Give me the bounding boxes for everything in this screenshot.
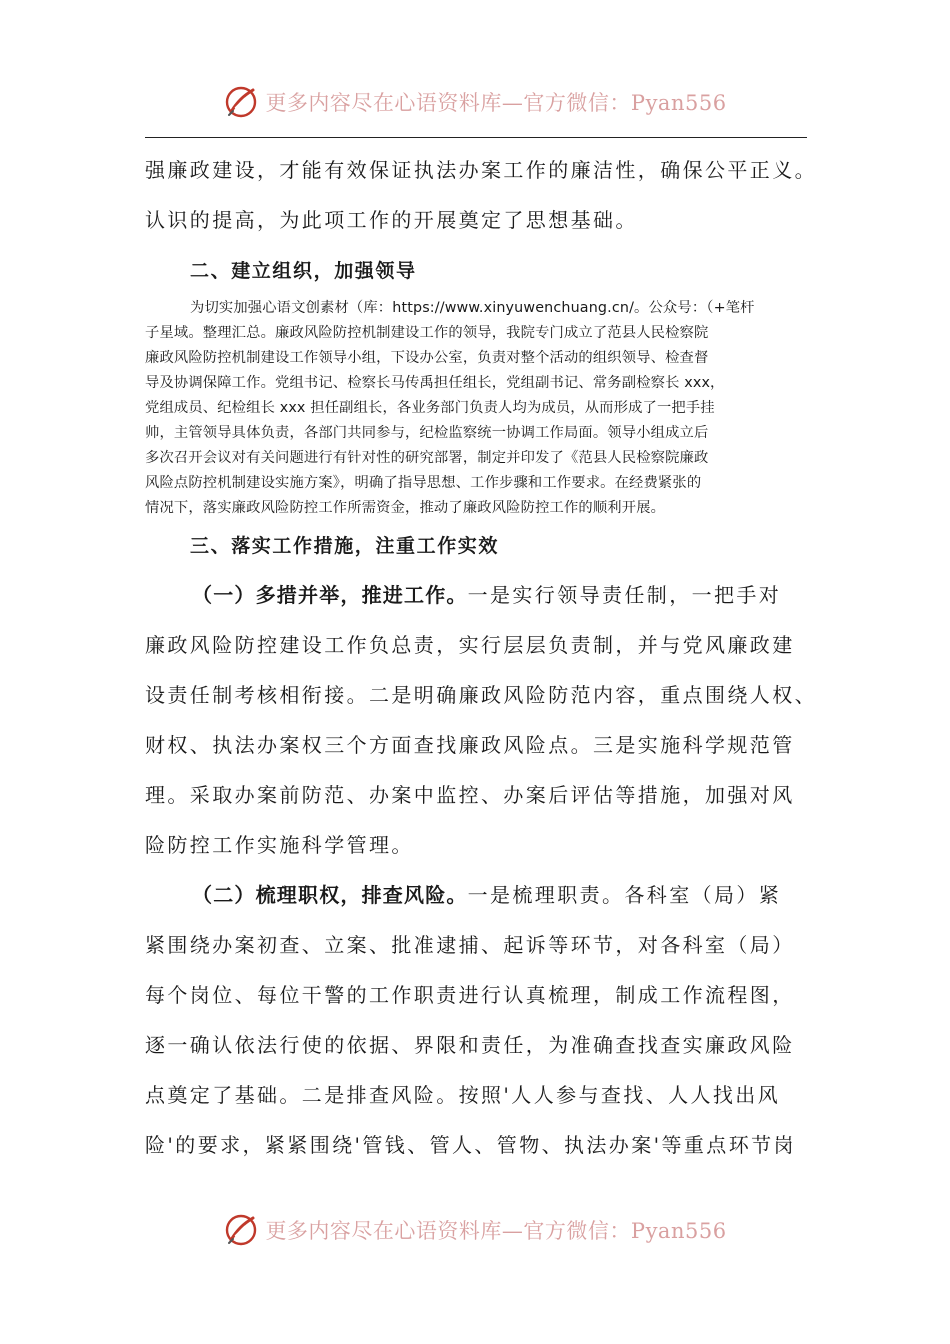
subsection-first-line [192,880,812,910]
body-line: 财权、执法办案权三个方面查找廉政风险点。三是实施科学规范管 [145,733,795,757]
logo-icon [223,84,259,120]
small-paragraph-line: 多次召开会议对有关问题进行有针对性的研究部署，制定并印发了《范县人民检察院廉政 [145,450,709,466]
subsection-text: 一是实行领导责任制，一把手对 [467,583,782,607]
small-paragraph-line: 情况下，落实廉政风险防控工作所需资金，推动了廉政风险防控工作的顺利开展。 [145,500,666,516]
subsection-lead: （一）多措并举，推进工作。 [192,583,468,607]
body-line: 廉政风险防控建设工作负总责，实行层层负责制，并与党风廉政建 [145,633,795,657]
header-divider [145,137,807,138]
body-line: 险防控工作实施科学管理。 [145,833,414,857]
subsection-first-line [192,580,812,610]
body-line: 理。采取办案前防范、办案中监控、办案后评估等措施，加强对风 [145,783,795,807]
section-heading: 三、落实工作措施，注重工作实效 [190,535,500,557]
header-banner [0,80,950,124]
body-line: 险'的要求，紧紧围绕'管钱、管人、管物、执法办案'等重点环节岗 [145,1133,796,1157]
small-paragraph-line: 廉政风险防控机制建设工作领导小组，下设办公室，负责对整个活动的组织领导、检查督 [145,350,709,366]
small-paragraph-line: 党组成员、纪检组长 xxx 担任副组长，各业务部门负责人均为成员，从而形成了一把手挂 [145,400,715,416]
small-paragraph-line: 为切实加强心语文创素材（库：https://www.xinyuwenchuang.cn/。公众号：（+笔杆 [190,300,755,316]
body-line: 强廉政建设，才能有效保证执法办案工作的廉洁性，确保公平正义。 [145,158,817,182]
body-line: 逐一确认依法行使的依据、界限和责任，为准确查找查实廉政风险 [145,1033,795,1057]
body-line: 认识的提高，为此项工作的开展奠定了思想基础。 [145,208,638,232]
small-paragraph-line: 帅，主管领导具体负责，各部门共同参与，纪检监察统一协调工作局面。领导小组成立后 [145,425,709,441]
body-line: 点奠定了基础。二是排查风险。按照'人人参与查找、人人找出风 [145,1083,781,1107]
body-line: 设责任制考核相衔接。二是明确廉政风险防范内容，重点围绕人权、 [145,683,817,707]
banner-text: 更多内容尽在心语资料库—官方微信：Pyan556 [265,91,727,115]
section-heading: 二、建立组织，加强领导 [190,260,417,282]
subsection-text: 一是梳理职责。各科室（局）紧 [467,883,782,907]
small-paragraph-line: 风险点防控机制建设实施方案》，明确了指导思想、工作步骤和工作要求。在经费紧张的 [145,475,702,491]
body-line: 每个岗位、每位干警的工作职责进行认真梳理，制成工作流程图， [145,983,795,1007]
body-line: 紧围绕办案初查、立案、批准逮捕、起诉等环节，对各科室（局） [145,933,795,957]
banner-text: 更多内容尽在心语资料库—官方微信：Pyan556 [265,1219,727,1243]
logo-icon [223,1212,259,1248]
subsection-lead: （二）梳理职权，排查风险。 [192,883,468,907]
small-paragraph-line: 导及协调保障工作。党组书记、检察长马传禹担任组长，党组副书记、常务副检察长 xxx， [145,375,725,391]
small-paragraph-line: 子星域。整理汇总。廉政风险防控机制建设工作的领导，我院专门成立了范县人民检察院 [145,325,709,341]
footer-banner [0,1208,950,1252]
